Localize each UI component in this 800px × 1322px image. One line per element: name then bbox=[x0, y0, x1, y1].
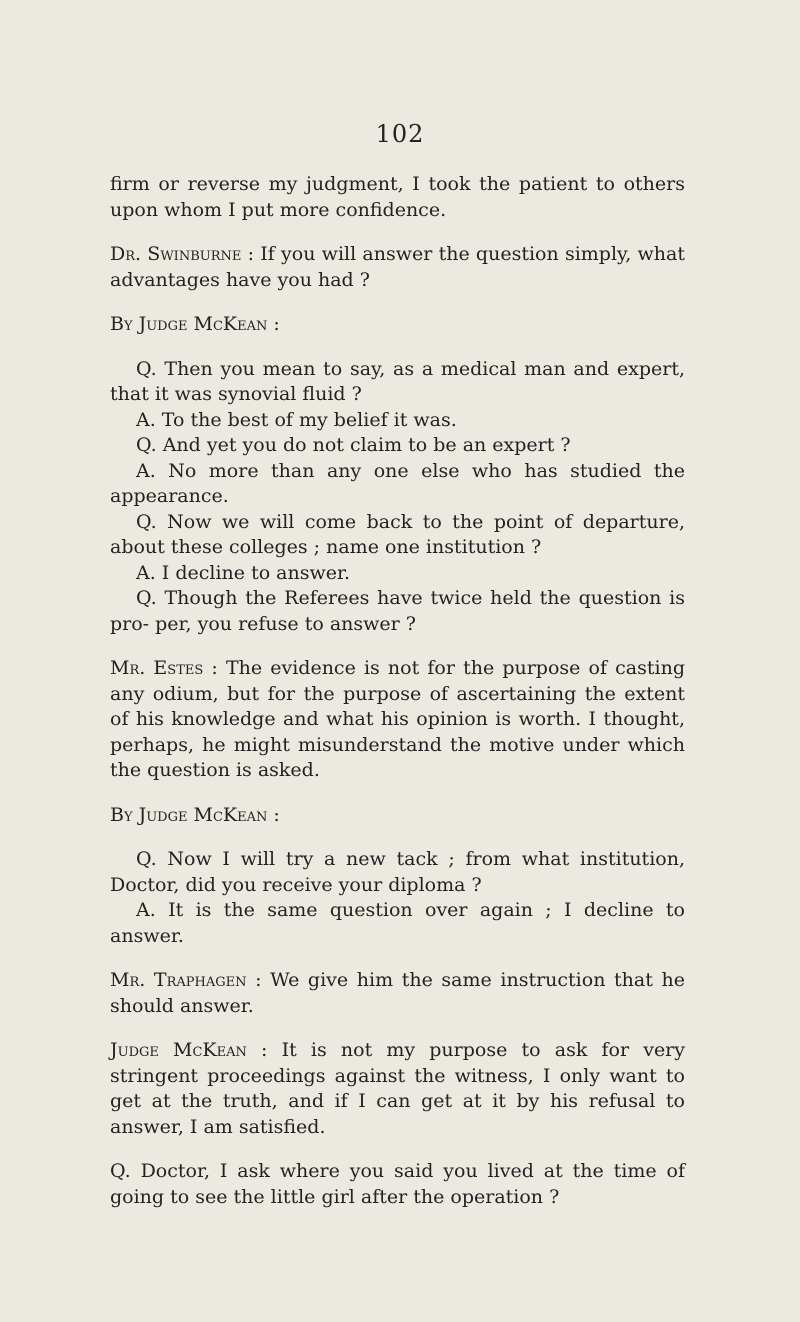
speaker-name: Dr. Swinburne bbox=[110, 243, 242, 265]
paragraph-text: firm or reverse my judgment, I took the patient to others upon whom I put more confidence. bbox=[110, 173, 685, 221]
paragraph bbox=[110, 561, 685, 587]
paragraph bbox=[110, 1038, 685, 1140]
body-text bbox=[110, 172, 685, 1210]
speaker-name: By Judge McKean bbox=[110, 803, 268, 826]
paragraph-text: Q. Then you mean to say, as a medical man and expert, that it was synovial fluid ? bbox=[110, 357, 685, 405]
paragraph bbox=[110, 803, 685, 829]
paragraph-text: Q. And yet you do not claim to be an expert ? bbox=[136, 434, 571, 456]
paragraph-text: Q. Now we will come back to the point of departure, about these colleges ; name one institution ? bbox=[110, 510, 685, 558]
speaker-name: By Judge McKean bbox=[110, 313, 268, 335]
paragraph bbox=[110, 656, 685, 784]
paragraph bbox=[110, 357, 685, 408]
speaker-name: Judge McKean bbox=[110, 1039, 247, 1061]
page-number: 102 bbox=[375, 120, 425, 148]
paragraph-text: : The evidence is not for the purpose of casting any odium, but for the purpose of ascertaining the extent of his knowledge and what his opinion is worth. I thought, perhaps, he might misunderstand the motive under which the question is asked. bbox=[110, 657, 685, 781]
paragraph-text: Q. Doctor, I ask where you said you lived at the time of going to see the little girl after the operation ? bbox=[110, 1160, 685, 1208]
paragraph bbox=[110, 968, 685, 1019]
paragraph-text: : bbox=[267, 313, 280, 335]
paragraph-text: A. To the best of my belief it was. bbox=[136, 408, 457, 431]
paragraph bbox=[110, 312, 685, 338]
paragraph bbox=[110, 586, 685, 637]
paragraph-text: A. I decline to answer. bbox=[136, 561, 351, 584]
speaker-name: Mr. Traphagen bbox=[110, 969, 247, 991]
paragraph-text: A. It is the same question over again ; I decline to answer. bbox=[110, 899, 685, 947]
paragraph bbox=[110, 898, 685, 949]
paragraph-text: : If you will answer the question simply, what advantages have you had ? bbox=[110, 243, 685, 291]
speaker-name: Mr. Estes bbox=[110, 657, 204, 679]
paragraph-text: : bbox=[267, 803, 280, 826]
paragraph-text: Q. Now I will try a new tack ; from what institution, Doctor, did you receive your diploma ? bbox=[110, 848, 685, 896]
paragraph bbox=[110, 172, 685, 223]
paragraph bbox=[110, 433, 685, 459]
paragraph bbox=[110, 1159, 685, 1210]
paragraph-text: : It is not my purpose to ask for very stringent proceedings against the witness, I only want to get at the truth, and if I can get at it by his refusal to answer, I am satisfied. bbox=[110, 1039, 686, 1138]
paragraph-text: : We give him the same instruction that he should answer. bbox=[110, 969, 685, 1017]
paragraph bbox=[110, 510, 685, 561]
paragraph-text: Q. Though the Referees have twice held the question is pro- per, you refuse to answer ? bbox=[110, 587, 685, 635]
paragraph bbox=[110, 459, 685, 510]
paragraph bbox=[110, 847, 685, 898]
paragraph bbox=[110, 408, 685, 434]
paragraph bbox=[110, 242, 685, 293]
paragraph-text: A. No more than any one else who has studied the appearance. bbox=[110, 459, 685, 507]
